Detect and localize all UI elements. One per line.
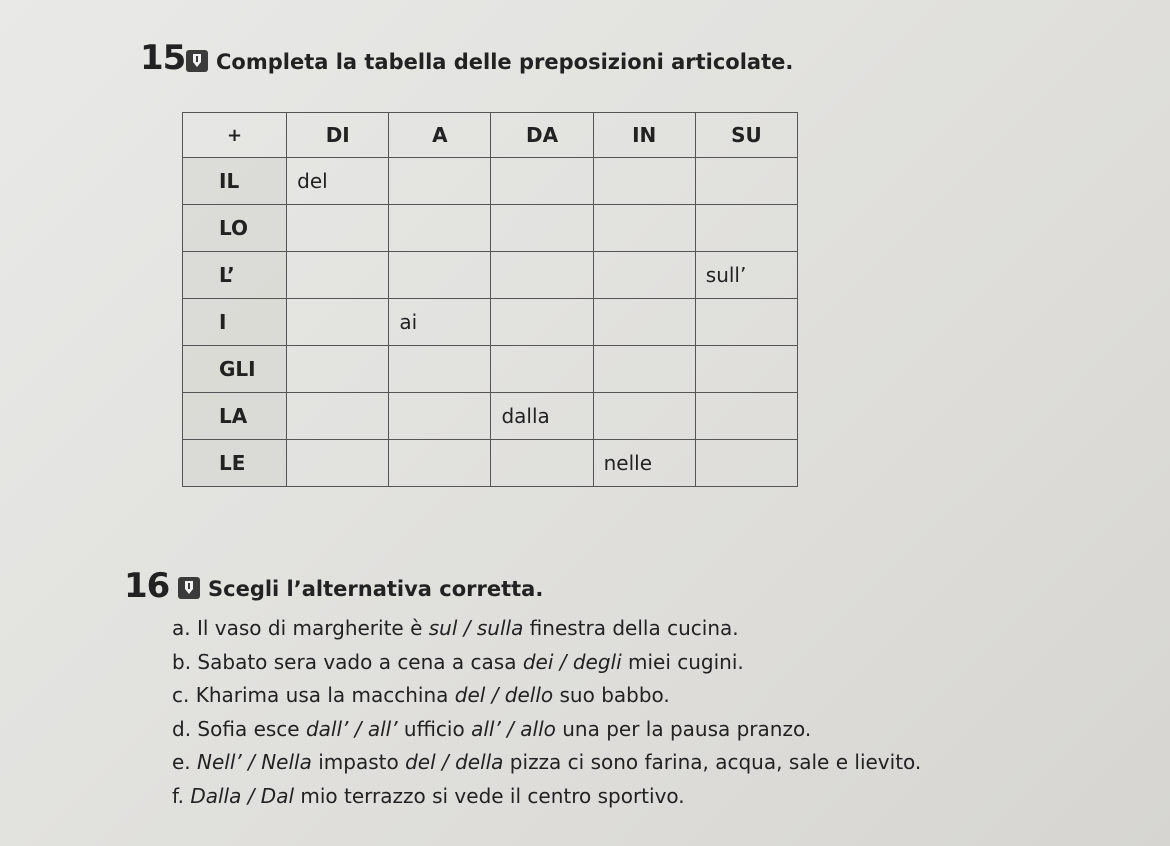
item-letter: b. <box>172 649 192 674</box>
exercise-15-number: 15 <box>140 38 186 78</box>
table-cell[interactable] <box>695 299 797 346</box>
row-article-label: I <box>183 299 287 346</box>
table-cell[interactable] <box>491 158 593 205</box>
table-cell[interactable] <box>695 205 797 252</box>
row-article-label: GLI <box>183 346 287 393</box>
item-text: Sabato sera vado a cena a casa <box>197 649 523 674</box>
item-text: una per la pausa pranzo. <box>555 716 812 741</box>
choice-options[interactable]: all’ / allo <box>471 716 556 741</box>
table-row <box>183 158 798 205</box>
item-text: Kharima usa la macchina <box>195 683 455 707</box>
table-header-su: SU <box>695 113 797 158</box>
item-text: miei cugini. <box>621 649 744 674</box>
choice-options[interactable]: del / dello <box>454 683 554 707</box>
list-item <box>172 646 921 680</box>
table-cell[interactable] <box>491 440 593 487</box>
table-cell[interactable] <box>593 299 695 346</box>
table-cell[interactable] <box>389 440 491 487</box>
choice-options[interactable]: Nell’ / Nella <box>197 750 312 774</box>
exercise-16-instruction: Scegli l’alternativa corretta. <box>208 577 544 601</box>
table-row <box>183 299 798 346</box>
table-cell[interactable] <box>287 252 389 299</box>
table-cell[interactable] <box>695 158 797 205</box>
table-cell[interactable] <box>389 346 491 393</box>
table-cell[interactable] <box>593 158 695 205</box>
table-cell[interactable] <box>593 393 695 440</box>
item-letter: a. <box>172 616 191 640</box>
item-letter: e. <box>172 750 191 774</box>
choice-options[interactable]: Dalla / Dal <box>190 783 295 808</box>
item-letter: f. <box>172 783 184 808</box>
choice-options[interactable]: dall’ / all’ <box>305 716 398 741</box>
table-cell[interactable] <box>389 158 491 205</box>
item-text: mio terrazzo si vede il centro sportivo. <box>294 783 685 808</box>
choice-options[interactable]: del / della <box>405 750 504 774</box>
item-text: pizza ci sono farina, acqua, sale e lievito. <box>503 750 922 774</box>
row-article-label: LE <box>183 440 287 487</box>
table-cell[interactable] <box>491 252 593 299</box>
exercise-16-items <box>172 612 921 813</box>
table-cell[interactable] <box>389 205 491 252</box>
table-cell[interactable] <box>287 299 389 346</box>
table-cell[interactable] <box>287 393 389 440</box>
item-text: ufficio <box>397 716 472 741</box>
exercise-16-number: 16 <box>124 566 170 606</box>
table-cell[interactable] <box>491 205 593 252</box>
list-item <box>172 746 921 780</box>
row-article-label: L’ <box>183 252 287 299</box>
exercise-15-instruction: Completa la tabella delle preposizioni articolate. <box>216 50 794 74</box>
table-cell[interactable] <box>593 346 695 393</box>
item-text: Il vaso di margherite è <box>196 616 429 640</box>
item-text: impasto <box>311 750 406 774</box>
item-letter: c. <box>172 683 190 707</box>
table-row <box>183 393 798 440</box>
table-cell[interactable] <box>695 393 797 440</box>
list-item <box>172 679 921 713</box>
row-article-label: IL <box>183 158 287 205</box>
list-item <box>172 713 921 747</box>
table-row <box>183 440 798 487</box>
table-row <box>183 205 798 252</box>
table-cell[interactable] <box>491 299 593 346</box>
table-header-di: DI <box>287 113 389 158</box>
table-cell[interactable] <box>593 252 695 299</box>
table-cell[interactable] <box>287 346 389 393</box>
item-text: suo babbo. <box>553 683 670 707</box>
row-article-label: LO <box>183 205 287 252</box>
table-header-plus: + <box>183 113 287 158</box>
table-cell[interactable]: ai <box>389 299 491 346</box>
table-cell[interactable] <box>287 440 389 487</box>
list-item <box>172 612 921 646</box>
table-header-in: IN <box>593 113 695 158</box>
item-text: finestra della cucina. <box>523 616 739 640</box>
choice-options[interactable]: dei / degli <box>522 649 622 674</box>
table-row <box>183 346 798 393</box>
table-cell[interactable]: dalla <box>491 393 593 440</box>
table-cell[interactable] <box>287 205 389 252</box>
table-header-a: A <box>389 113 491 158</box>
item-text: Sofia esce <box>197 716 306 741</box>
table-cell[interactable]: nelle <box>593 440 695 487</box>
list-item <box>172 780 921 814</box>
table-cell[interactable] <box>695 346 797 393</box>
pencil-icon <box>178 577 200 599</box>
table-header-row <box>183 113 798 158</box>
item-letter: d. <box>172 716 192 741</box>
table-cell[interactable]: del <box>287 158 389 205</box>
table-row <box>183 252 798 299</box>
table-cell[interactable] <box>695 440 797 487</box>
table-cell[interactable]: sull’ <box>695 252 797 299</box>
table-cell[interactable] <box>389 252 491 299</box>
table-cell[interactable] <box>491 346 593 393</box>
choice-options[interactable]: sul / sulla <box>428 616 524 640</box>
table-cell[interactable] <box>389 393 491 440</box>
table-header-da: DA <box>491 113 593 158</box>
pencil-icon <box>186 50 208 72</box>
table-cell[interactable] <box>593 205 695 252</box>
row-article-label: LA <box>183 393 287 440</box>
preposition-table <box>182 112 798 487</box>
